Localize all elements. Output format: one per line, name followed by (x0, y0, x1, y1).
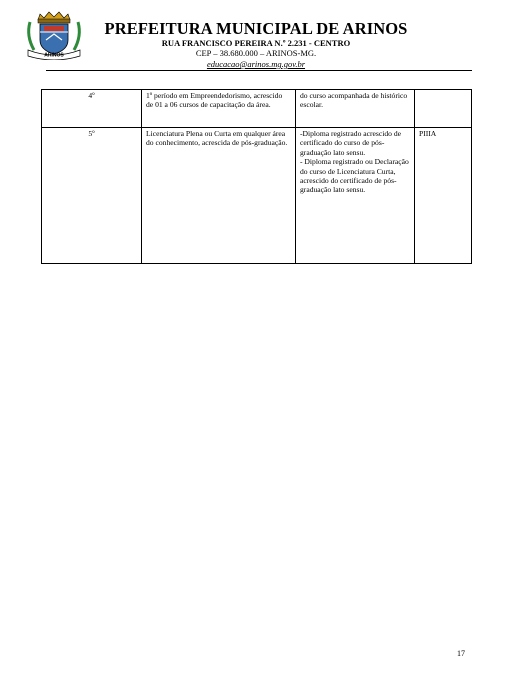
level-cell: 4º (42, 90, 142, 128)
code-cell: PIIIA (415, 128, 472, 264)
page-number: 17 (457, 649, 465, 658)
letterhead (0, 0, 505, 75)
document-cell: do curso acompanhada de histórico escolar. (296, 90, 415, 128)
header-divider (46, 70, 472, 71)
document-line: - Diploma registrado ou Declaração do curso de Licenciatura Curta, acrescido do certificado de pós-graduação lato sensu. (300, 157, 409, 195)
table-row (42, 90, 472, 128)
code-cell (415, 90, 472, 128)
qualification-table (41, 89, 472, 264)
address-line: RUA FRANCISCO PEREIRA N.º 2.231 - CENTRO (161, 38, 351, 48)
cep-line: CEP – 38.680.000 – ARINOS-MG. (195, 48, 317, 58)
document-line: -Diploma registrado acrescido de certificado do curso de pós-graduação lato sensu. (300, 129, 401, 157)
table-row (42, 128, 472, 264)
email-link[interactable]: educacao@arinos.mg.gov.br (206, 59, 306, 69)
crest-ribbon-text: ARINOS (44, 52, 64, 59)
document-cell (296, 128, 415, 264)
level-cell: 5º (42, 128, 142, 264)
requirement-cell: Licenciatura Plena ou Curta em qualquer área do conhecimento, acrescida de pós-graduação. (142, 128, 296, 264)
municipal-crest-icon (24, 10, 84, 60)
requirement-cell: 1º período em Empreendedorismo, acrescido de 01 a 06 cursos de capacitação da área. (142, 90, 296, 128)
page-title: PREFEITURA MUNICIPAL DE ARINOS (104, 19, 408, 38)
